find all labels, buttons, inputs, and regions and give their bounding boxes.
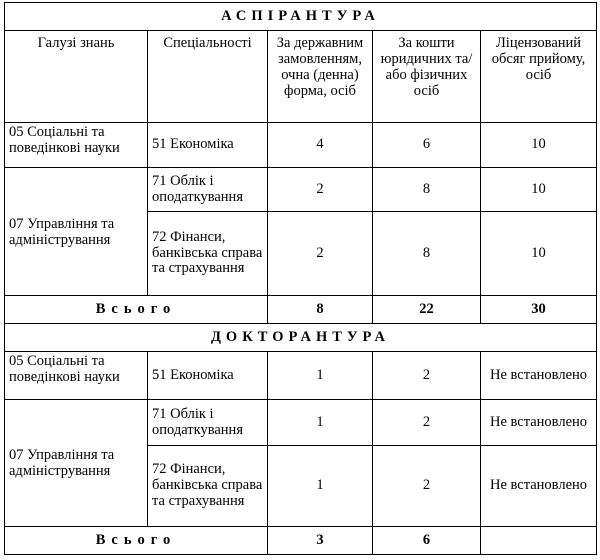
licensed-cell: Не встановлено [481,446,597,527]
private-cell: 2 [373,352,481,400]
state-cell: 2 [268,212,373,296]
section-title-doktorantura: ДОКТОРАНТУРА [5,324,597,352]
spec-cell: 51 Економіка [148,352,268,400]
total-private: 22 [373,296,481,324]
spec-cell: 71 Облік і оподаткування [148,400,268,446]
section-title-aspirantura: АСПІРАНТУРА [5,3,597,31]
licensed-cell: Не встановлено [481,352,597,400]
total-label: Всього [5,296,268,324]
total-state: 3 [268,527,373,555]
header-row [5,31,597,123]
spec-cell: 51 Економіка [148,123,268,168]
total-label: Всього [5,527,268,555]
section-row-doktorantura [5,324,597,352]
private-cell: 2 [373,400,481,446]
table-row [5,352,597,400]
state-cell: 1 [268,446,373,527]
private-cell: 2 [373,446,481,527]
spec-cell: 71 Облік і оподаткування [148,168,268,212]
spec-cell: 72 Фінанси, банківська справа та страхування [148,212,268,296]
total-row [5,527,597,555]
state-cell: 4 [268,123,373,168]
state-cell: 2 [268,168,373,212]
table-row [5,400,597,446]
total-licensed: 30 [481,296,597,324]
field-cell: 07 Управління та адміністрування [5,168,148,296]
private-cell: 8 [373,168,481,212]
state-cell: 1 [268,352,373,400]
header-private: За кошти юридичних та/або фізичних осіб [373,31,481,123]
header-licensed: Ліцензований обсяг прийому, осіб [481,31,597,123]
licensed-cell: 10 [481,168,597,212]
spec-cell: 72 Фінанси, банківська справа та страхування [148,446,268,527]
header-field: Галузі знань [5,31,148,123]
total-row [5,296,597,324]
field-cell: 05 Соціальні та поведінкові науки [5,352,148,400]
field-cell: 05 Соціальні та поведінкові науки [5,123,148,168]
field-cell: 07 Управління та адміністрування [5,400,148,527]
table-row [5,123,597,168]
licensed-cell: Не встановлено [481,400,597,446]
licensed-cell: 10 [481,212,597,296]
header-state: За державним замовленням, очна (денна) форма, осіб [268,31,373,123]
section-row-aspirantura [5,3,597,31]
private-cell: 6 [373,123,481,168]
licensed-cell: 10 [481,123,597,168]
private-cell: 8 [373,212,481,296]
admissions-table [4,2,597,555]
total-private: 6 [373,527,481,555]
header-spec: Спеціальності [148,31,268,123]
total-licensed [481,527,597,555]
state-cell: 1 [268,400,373,446]
table-row [5,168,597,212]
total-state: 8 [268,296,373,324]
